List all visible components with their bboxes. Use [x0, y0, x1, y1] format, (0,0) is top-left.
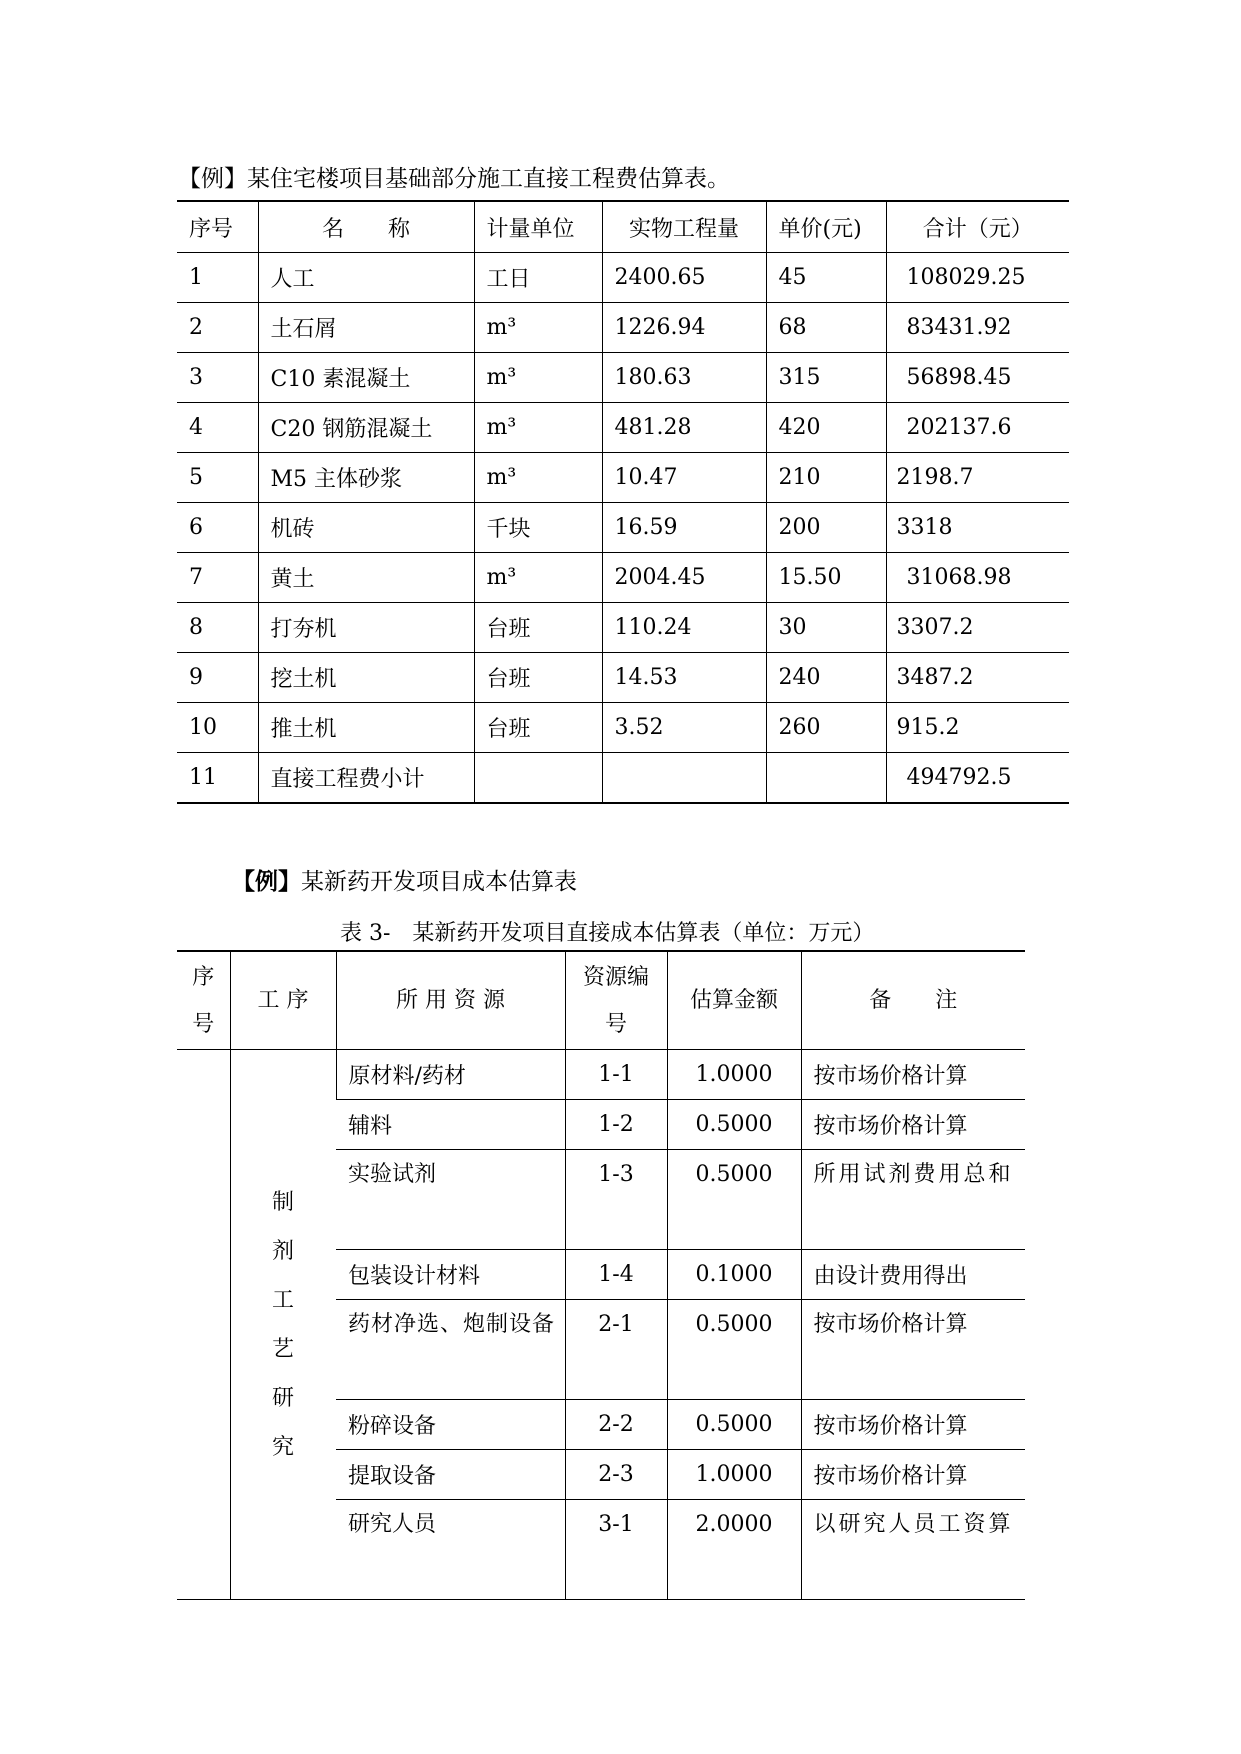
cell-quantity: 180.63 [602, 353, 766, 403]
cell-total: 915.2 [886, 703, 1069, 753]
cell-quantity [602, 753, 766, 804]
cell-resource: 粉碎设备 [336, 1400, 565, 1450]
cell-amount: 1.0000 [667, 1050, 801, 1100]
cell-unit: 台班 [474, 603, 602, 653]
cell-total: 494792.5 [886, 753, 1069, 804]
cell-unit-price: 45 [766, 253, 886, 303]
cell-amount: 0.1000 [667, 1250, 801, 1300]
cell-unit: m³ [474, 303, 602, 353]
cell-resource: 包装设计材料 [336, 1250, 565, 1300]
example2-caption [232, 863, 577, 896]
cell-unit-price: 200 [766, 503, 886, 553]
table-caption: 表 3- 某新药开发项目直接成本估算表（单位：万元） [340, 921, 875, 946]
cell-total: 202137.6 [886, 403, 1069, 453]
cell-name: 黄土 [258, 553, 474, 603]
header-no-line2: 号 [192, 1011, 215, 1037]
table-row [177, 753, 1069, 804]
header-total: 合计（元） [886, 201, 1069, 253]
table-row [177, 1050, 1025, 1100]
cell-name: 推土机 [258, 703, 474, 753]
cell-quantity: 10.47 [602, 453, 766, 503]
cell-quantity: 3.52 [602, 703, 766, 753]
cell-process [230, 1050, 336, 1600]
table-row [177, 603, 1069, 653]
cell-resource: 研究人员 [336, 1500, 565, 1600]
header-no [177, 951, 230, 1050]
cell-total: 108029.25 [886, 253, 1069, 303]
cell-no: 1 [177, 253, 258, 303]
cell-code: 1-2 [565, 1100, 667, 1150]
cell-no: 3 [177, 353, 258, 403]
cell-remark: 所用试剂费用总和 [801, 1150, 1025, 1250]
example2-title: 某新药开发项目成本估算表 [301, 869, 577, 895]
cell-no-empty [177, 1050, 230, 1600]
cell-no: 7 [177, 553, 258, 603]
cell-name: 挖土机 [258, 653, 474, 703]
cell-total: 56898.45 [886, 353, 1069, 403]
table-row [177, 403, 1069, 453]
table-row [177, 553, 1069, 603]
header-unit-price: 单价(元) [766, 201, 886, 253]
process-char: 艺 [271, 1336, 294, 1362]
cell-resource: 原材料/药材 [336, 1050, 565, 1100]
cell-total: 83431.92 [886, 303, 1069, 353]
cell-resource: 药材净选、炮制设备 [336, 1300, 565, 1400]
cell-quantity: 16.59 [602, 503, 766, 553]
header-code-line2: 号 [604, 1011, 627, 1037]
cell-quantity: 2400.65 [602, 253, 766, 303]
cell-unit: 台班 [474, 703, 602, 753]
cell-no: 5 [177, 453, 258, 503]
cell-unit-price [766, 753, 886, 804]
header-resource-code [565, 951, 667, 1050]
cell-remark: 按市场价格计算 [801, 1300, 1025, 1400]
cell-code: 2-2 [565, 1400, 667, 1450]
cell-code: 1-4 [565, 1250, 667, 1300]
cell-name: M5 主体砂浆 [258, 453, 474, 503]
cell-amount: 0.5000 [667, 1300, 801, 1400]
cell-unit-price: 420 [766, 403, 886, 453]
table-row [177, 303, 1069, 353]
cell-no: 2 [177, 303, 258, 353]
cell-remark: 按市场价格计算 [801, 1450, 1025, 1500]
header-no-line1: 序 [192, 964, 215, 990]
process-char: 究 [271, 1434, 294, 1460]
cell-unit-price: 260 [766, 703, 886, 753]
cell-name: C20 钢筋混凝土 [258, 403, 474, 453]
cell-amount: 2.0000 [667, 1500, 801, 1600]
cell-quantity: 481.28 [602, 403, 766, 453]
cell-code: 1-3 [565, 1150, 667, 1250]
cell-name: 土石屑 [258, 303, 474, 353]
cell-no: 8 [177, 603, 258, 653]
cell-total: 3307.2 [886, 603, 1069, 653]
cell-no: 10 [177, 703, 258, 753]
cell-no: 11 [177, 753, 258, 804]
cell-quantity: 1226.94 [602, 303, 766, 353]
cell-unit-price: 68 [766, 303, 886, 353]
cell-quantity: 14.53 [602, 653, 766, 703]
cell-remark: 按市场价格计算 [801, 1100, 1025, 1150]
table-row [177, 503, 1069, 553]
process-char: 剂 [271, 1238, 294, 1264]
example1-title: 某住宅楼项目基础部分施工直接工程费估算表。 [247, 166, 730, 192]
cell-unit-price: 15.50 [766, 553, 886, 603]
cell-unit-price: 315 [766, 353, 886, 403]
table-header-row [177, 951, 1025, 1050]
cell-unit-price: 240 [766, 653, 886, 703]
cell-remark: 按市场价格计算 [801, 1050, 1025, 1100]
cell-code: 1-1 [565, 1050, 667, 1100]
cell-total: 3487.2 [886, 653, 1069, 703]
cell-remark: 按市场价格计算 [801, 1400, 1025, 1450]
cell-name: 机砖 [258, 503, 474, 553]
cell-unit [474, 753, 602, 804]
cell-unit: m³ [474, 453, 602, 503]
cell-unit: m³ [474, 353, 602, 403]
cell-name: 打夯机 [258, 603, 474, 653]
cell-quantity: 2004.45 [602, 553, 766, 603]
cell-unit: m³ [474, 553, 602, 603]
cell-resource: 辅料 [336, 1100, 565, 1150]
cell-resource: 实验试剂 [336, 1150, 565, 1250]
cell-total: 2198.7 [886, 453, 1069, 503]
example1-prefix: 【例】 [178, 166, 247, 192]
cell-amount: 1.0000 [667, 1450, 801, 1500]
cell-no: 9 [177, 653, 258, 703]
cell-code: 3-1 [565, 1500, 667, 1600]
cell-name: 人工 [258, 253, 474, 303]
cell-code: 2-1 [565, 1300, 667, 1400]
cost-estimate-table-2 [177, 950, 1025, 1600]
cell-amount: 0.5000 [667, 1150, 801, 1250]
header-code-line1: 资源编 [582, 964, 649, 990]
process-char: 工 [271, 1287, 294, 1313]
cell-code: 2-3 [565, 1450, 667, 1500]
table-header-row [177, 201, 1069, 253]
cell-quantity: 110.24 [602, 603, 766, 653]
header-quantity: 实物工程量 [602, 201, 766, 253]
header-remark: 备 注 [801, 951, 1025, 1050]
cell-no: 4 [177, 403, 258, 453]
process-char: 研 [271, 1385, 294, 1411]
cell-unit-price: 30 [766, 603, 886, 653]
cell-total: 31068.98 [886, 553, 1069, 603]
cell-unit-price: 210 [766, 453, 886, 503]
cell-no: 6 [177, 503, 258, 553]
table-row [177, 353, 1069, 403]
cell-unit: m³ [474, 403, 602, 453]
cell-unit: 工日 [474, 253, 602, 303]
example2-prefix: 【例】 [232, 868, 301, 895]
cell-amount: 0.5000 [667, 1400, 801, 1450]
header-process: 工 序 [230, 951, 336, 1050]
example1-caption [178, 160, 730, 193]
cell-name: 直接工程费小计 [258, 753, 474, 804]
cost-estimate-table-1 [177, 200, 1069, 804]
header-no: 序号 [189, 216, 234, 242]
cell-remark: 由设计费用得出 [801, 1250, 1025, 1300]
cell-unit: 台班 [474, 653, 602, 703]
table-row [177, 653, 1069, 703]
header-name: 名 称 [258, 201, 474, 253]
cell-unit: 千块 [474, 503, 602, 553]
cell-name: C10 素混凝土 [258, 353, 474, 403]
header-amount: 估算金额 [667, 951, 801, 1050]
cell-resource: 提取设备 [336, 1450, 565, 1500]
process-char: 制 [271, 1189, 294, 1215]
table-row [177, 703, 1069, 753]
header-resource: 所 用 资 源 [336, 951, 565, 1050]
table-row [177, 253, 1069, 303]
table-row [177, 453, 1069, 503]
cell-amount: 0.5000 [667, 1100, 801, 1150]
header-unit: 计量单位 [474, 201, 602, 253]
cell-remark: 以研究人员工资算 [801, 1500, 1025, 1600]
cell-total: 3318 [886, 503, 1069, 553]
